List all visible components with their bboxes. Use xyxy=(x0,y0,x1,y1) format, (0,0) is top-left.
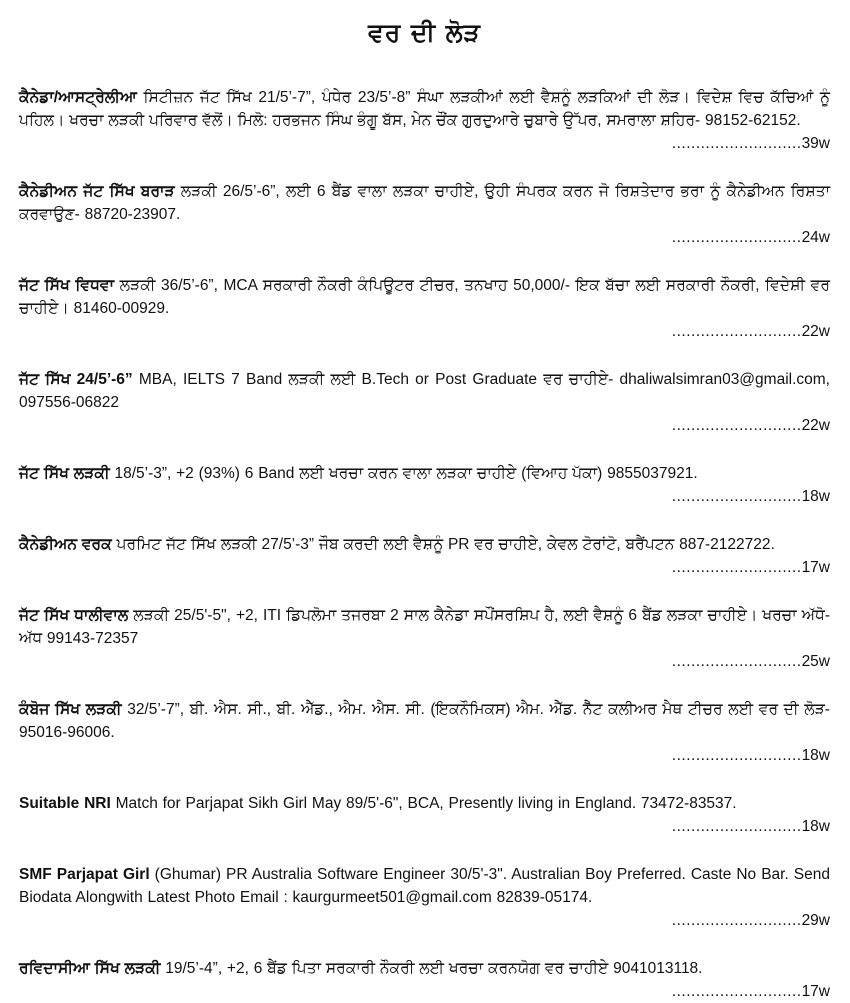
ad-body: (Ghumar) PR Australia Software Engineer 30/5'-3". Australian Boy Preferred. Caste No Bar. Send Biodata Alongwith Latest Photo Email : kaurgurmeet501@gmail.com 82839-05174. xyxy=(19,866,831,906)
ad-lead: ਜੱਟ ਸਿੱਖ ਲੜਕੀ xyxy=(19,465,110,482)
ad-lead: SMF Parjapat Girl xyxy=(19,866,150,883)
ad-tail xyxy=(19,909,830,932)
ad-tail xyxy=(19,226,830,249)
ad-body: 32/5’-7”, ਬੀ. ਐਸ. ਸੀ., ਬੀ. ਐੱਡ., ਐਮ. ਐਸ. ਸੀ. (ਇਕਨੌਮਿਕਸ) ਐਮ. ਐੱਡ. ਨੈੱਟ ਕਲੀਅਰ ਮੈਥ ਟੀਚਰ ਲਈ ਵਰ ਦੀ ਲੋੜ- 95016-96006. xyxy=(19,701,830,741)
ad-code: 29w xyxy=(801,912,830,929)
ad-tail xyxy=(19,320,830,343)
ad-body: ਲੜਕੀ 26/5’-6”, ਲਈ 6 ਬੈਂਡ ਵਾਲਾ ਲੜਕਾ ਚਾਹੀਏ, ਉਹੀ ਸੰਪਰਕ ਕਰਨ ਜੋ ਰਿਸ਼ਤੇਦਾਰ ਭਰਾ ਨੂੰ ਕੈਨੇਡੀਅਨ ਰਿਸ਼ਤਾ ਕਰਵਾਉਣ- 88720-23907. xyxy=(19,183,830,223)
ad-lead: ਜੱਟ ਸਿੱਖ ਵਿਧਵਾ xyxy=(19,277,114,294)
ad-10 xyxy=(19,863,830,932)
ad-lead: ਜੱਟ ਸਿੱਖ 24/5’-6” xyxy=(19,371,133,388)
ad-code: 18w xyxy=(801,488,830,505)
ad-body: ਲੜਕੀ 36/5’-6”, MCA ਸਰਕਾਰੀ ਨੌਕਰੀ ਕੰਪਿਊਟਰ ਟੀਚਰ, ਤਨਖਾਹ 50,000/- ਇਕ ਬੱਚਾ ਲਈ ਸਰਕਾਰੀ ਨੌਕਰੀ, ਵਿਦੇਸ਼ੀ ਵਰ ਚਾਹੀਏ। 81460-00929. xyxy=(19,277,830,317)
ad-8 xyxy=(19,698,830,767)
ad-body: Match for Parjapat Sikh Girl May 89/5'-6", BCA, Presently living in England. 73472-83537. xyxy=(110,795,737,812)
ad-dots: ........................... xyxy=(671,323,802,340)
ad-body: ਪਰਮਿਟ ਜੱਟ ਸਿੱਖ ਲੜਕੀ 27/5’-3” ਜੌਬ ਕਰਦੀ ਲਈ ਵੈਸ਼ਨੂੰ PR ਵਰ ਚਾਹੀਏ, ਕੇਵਲ ਟੋਰਾਂਟੋ, ਬਰੈਂਪਟਨ 887-2122722. xyxy=(111,536,775,553)
ad-1 xyxy=(19,86,830,155)
ad-2 xyxy=(19,180,830,249)
ad-code: 17w xyxy=(801,983,830,1000)
ad-tail xyxy=(19,556,830,579)
ad-tail xyxy=(19,815,830,838)
ad-lead: Suitable NRI xyxy=(19,795,111,812)
ad-lead: ਕੰਬੋਜ ਸਿੱਖ ਲੜਕੀ xyxy=(19,701,122,718)
ad-lead: ਕੈਨੇਡਾ/ਆਸਟ੍ਰੇਲੀਆ xyxy=(19,89,137,106)
ad-code: 39w xyxy=(801,135,830,152)
ad-lead: ਕੈਨੇਡੀਅਨ ਜੱਟ ਸਿੱਖ ਬਰਾੜ xyxy=(19,183,175,200)
ad-lead: ਕੈਨੇਡੀਅਨ ਵਰਕ xyxy=(19,536,112,553)
ad-dots: ........................... xyxy=(671,653,802,670)
ad-5 xyxy=(19,462,830,508)
page-title: ਵਰ ਦੀ ਲੋੜ xyxy=(368,18,481,47)
ad-7 xyxy=(19,604,830,673)
ad-dots: ........................... xyxy=(671,818,802,835)
ad-tail xyxy=(19,744,830,767)
ad-body: MBA, IELTS 7 Band ਲੜਕੀ ਲਈ B.Tech or Post Graduate ਵਰ ਚਾਹੀਏ- dhaliwalsimran03@gmail.com, 097556-06822 xyxy=(19,371,830,411)
ad-code: 24w xyxy=(801,229,830,246)
ad-body: ਸਿਟੀਜ਼ਨ ਜੱਟ ਸਿੱਖ 21/5’-7”, ਪੰਧੇਰ 23/5’-8” ਸੰਘਾ ਲੜਕੀਆਂ ਲਈ ਵੈਸ਼ਨੂੰ ਲੜਕਿਆਂ ਦੀ ਲੋੜ। ਵਿਦੇਸ਼ ਵਿਚ ਕੱਚਿਆਂ ਨੂੰ ਪਹਿਲ। ਖਰਚਾ ਲੜਕੀ ਪਰਿਵਾਰ ਵੱਲੋਂ। ਮਿਲੋ: ਹਰਭਜਨ ਸਿੰਘ ਭੰਗੂ ਬੱਸ, ਮੇਨ ਚੌਂਕ ਗੁਰਦੁਆਰੇ ਚੁਬਾਰੇ ਉੱਪਰ, ਸਮਰਾਲਾ ਸ਼ਹਿਰ- 98152-62152. xyxy=(19,89,830,129)
ad-11 xyxy=(19,957,830,1003)
ad-lead: ਜੱਟ ਸਿੱਖ ਧਾਲੀਵਾਲ xyxy=(19,607,129,624)
ad-dots: ........................... xyxy=(671,912,802,929)
ad-body: ਲੜਕੀ 25/5'-5", +2, ITI ਡਿਪਲੋਮਾ ਤਜਰਬਾ 2 ਸਾਲ ਕੈਨੇਡਾ ਸਪੌਂਸਰਸ਼ਿਪ ਹੈ, ਲਈ ਵੈਸ਼ਨੂੰ 6 ਬੈਂਡ ਲੜਕਾ ਚਾਹੀਏ। ਖਰਚਾ ਅੱਧੋ-ਅੱਧ 99143-72357 xyxy=(19,607,830,647)
ad-body: 18/5’-3”, +2 (93%) 6 Band ਲਈ ਖਰਚਾ ਕਰਨ ਵਾਲਾ ਲੜਕਾ ਚਾਹੀਏ (ਵਿਆਹ ਪੱਕਾ) 9855037921. xyxy=(109,465,698,482)
ad-dots: ........................... xyxy=(671,135,802,152)
ad-dots: ........................... xyxy=(671,488,802,505)
ad-tail xyxy=(19,132,830,155)
ad-tail xyxy=(19,485,830,508)
ad-3 xyxy=(19,274,830,343)
ad-4 xyxy=(19,368,830,437)
ad-code: 18w xyxy=(801,818,830,835)
ad-code: 22w xyxy=(801,417,830,434)
ad-code: 22w xyxy=(801,323,830,340)
ad-code: 17w xyxy=(801,559,830,576)
ad-dots: ........................... xyxy=(671,747,802,764)
ad-tail xyxy=(19,414,830,437)
ad-dots: ........................... xyxy=(671,983,802,1000)
ad-9 xyxy=(19,792,830,838)
ad-code: 25w xyxy=(801,653,830,670)
ad-dots: ........................... xyxy=(671,229,802,246)
ad-dots: ........................... xyxy=(671,417,802,434)
ad-body: 19/5’-4”, +2, 6 ਬੈਂਡ ਪਿਤਾ ਸਰਕਾਰੀ ਨੌਕਰੀ ਲਈ ਖਰਚਾ ਕਰਨਯੋਗ ਵਰ ਚਾਹੀਏ 9041013118. xyxy=(160,960,703,977)
ad-tail xyxy=(19,980,830,1003)
ad-tail xyxy=(19,650,830,673)
ad-code: 18w xyxy=(801,747,830,764)
ad-lead: ਰਵਿਦਾਸੀਆ ਸਿੱਖ ਲੜਕੀ xyxy=(19,960,161,977)
ad-6 xyxy=(19,533,830,579)
ad-dots: ........................... xyxy=(671,559,802,576)
